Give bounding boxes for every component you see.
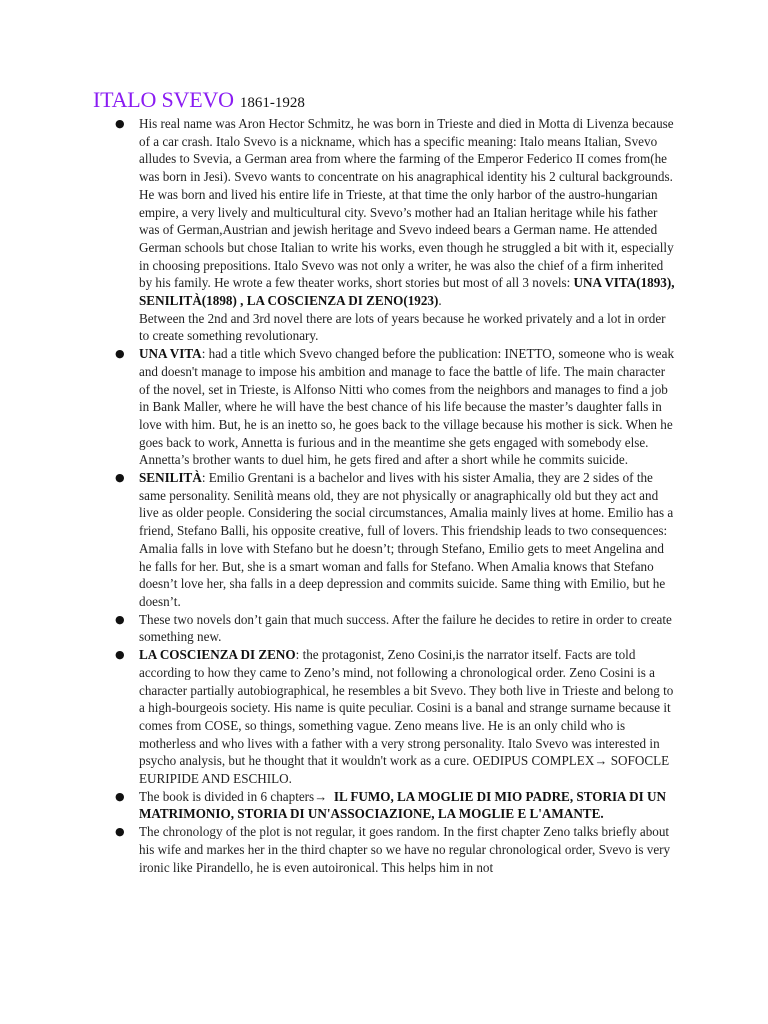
list-item-success [115, 611, 679, 646]
bullet-icon: ● [115, 117, 125, 130]
item-bold-text: UNA VITA [139, 346, 202, 362]
item-bold-text: LA COSCIENZA DI ZENO [139, 647, 296, 663]
item-text: The book is divided in 6 chapters→ [139, 788, 334, 804]
list-item-chronology [115, 823, 679, 876]
list-item-biography [115, 115, 679, 345]
item-bold-text: UNA VITA(1893), SENILITÀ(1898) , LA COSCIENZA DI ZENO(1923) [139, 275, 675, 309]
list-item-senilita [115, 469, 679, 611]
item-after-text: . [438, 293, 442, 309]
bullet-icon: ● [115, 825, 125, 839]
item-text: : the protagonist, Zeno Cosini,is the narrator itself. Facts are told according to how they came to Zeno’s mind, not following a chronological order. Zeno Cosini is a character partially autobiographical, he resembles a bit Svevo. They both live in Trieste and belong to a high-bourgeois society. His name is quite peculiar. Cosini is a banal and strange surname because it comes from COSE, so things, something vague. Zeno means live. He is an only child who is motherless and who lives with a father with a very strong personality. Italo Svevo was interested in psycho analysis, but he thought that it wouldn't work as a cure. OEDIPUS COMPLEX→ SOFOCLE EURIPIDE AND ESCHILO. [139, 647, 674, 787]
title-dates: 1861-1928 [239, 95, 305, 111]
list-item-coscienza [115, 646, 679, 788]
item-text: The chronology of the plot is not regular, it goes random. In the first chapter Zeno talks briefly about his wife and markes her in the third chapter so we have no regular chronological order, Svevo is very ironic like Pirandello, he is even autoironical. This helps him in not [139, 824, 671, 875]
list-item-chapters [115, 788, 679, 823]
list-item-una-vita [115, 345, 679, 469]
bullet-icon: ● [115, 612, 125, 626]
item-text: His real name was Aron Hector Schmitz, he was born in Trieste and died in Motta di Livenza because of a car crash. Italo Svevo is a nickname, which has a specific meaning: Italo means Italian, Svevo alludes to Svevia, a German area from where the farming of the Emperor Federico II comes from(he was born in Jesi). Svevo wants to concentrate on his anagraphical identity his 2 cultural backgrounds. He was born and lived his entire life in Trieste, at that time the only harbor of the austro-hungarian empire, a very lively and multicultural city. Svevo’s mother had an Italian heritage while his father was of German,Austrian and jewish heritage and Svevo indeed bears a German name. He attended German schools but chose Italian to write his works, even though he struggled a bit with it, especially in choosing prepositions. Italo Svevo was not only a writer, he was also the chief of a firm inherited by his family. He wrote a few theater works, short stories but most of all 3 novels: [139, 116, 674, 291]
item-extra-text: Between the 2nd and 3rd novel there are lots of years because he worked privately and a lot in order to create something revolutionary. [139, 310, 666, 344]
document-title [93, 87, 305, 113]
bullet-icon: ● [115, 471, 125, 485]
item-text: : Emilio Grentani is a bachelor and lives with his sister Amalia, they are 2 sides of the same personality. Senilità means old, they are not physically or anagraphically old but they act and live as older people. Considering the social circumstances, Amalia mainly lives at home. Emilio has a friend, Stefano Balli, his opposite creative, full of lovers. This friendship leads to two consequences: Amalia falls in love with Stefano but he doesn’t; through Stefano, Emilio gets to meet Angelina and he falls for her. But, she is a smart woman and falls for Stefano. When Amalia knows that Stefano doesn’t love her, sha falls in a deep depression and commits suicide. Same thing with Emilio, but he doesn’t. [139, 470, 674, 609]
bullet-list [115, 115, 679, 876]
item-bold-text: SENILITÀ [139, 470, 202, 486]
item-text: These two novels don’t gain that much success. After the failure he decides to retire in order to create something new. [139, 611, 672, 645]
item-bold-text: IL FUMO, LA MOGLIE DI MIO PADRE, STORIA DI UN MATRIMONIO, STORIA DI UN'ASSOCIAZIONE, LA MOGLIE E L'AMANTE. [139, 788, 673, 822]
bullet-icon: ● [115, 789, 125, 803]
bullet-icon: ● [115, 648, 125, 662]
bullet-icon: ● [115, 347, 125, 361]
title-name: ITALO SVEVO [93, 87, 234, 112]
item-text: : had a title which Svevo changed before the publication: INETTO, someone who is weak and doesn't manage to impose his ambition and manage to face the battle of life. The main character of the novel, set in Trieste, is Alfonso Nitti who comes from the neighbors and manages to find a job in Bank Maller, where he will have the best chance of his life because the master’s daughter falls in love with him. But, he is an inetto so, he goes back to the village because his mother is sick. When he goes back to work, Annetta is furious and in the meantime she gets engaged with somebody else. Annetta’s brother wants to duel him, he gets fired and after a short while he commits suicide. [139, 346, 675, 468]
